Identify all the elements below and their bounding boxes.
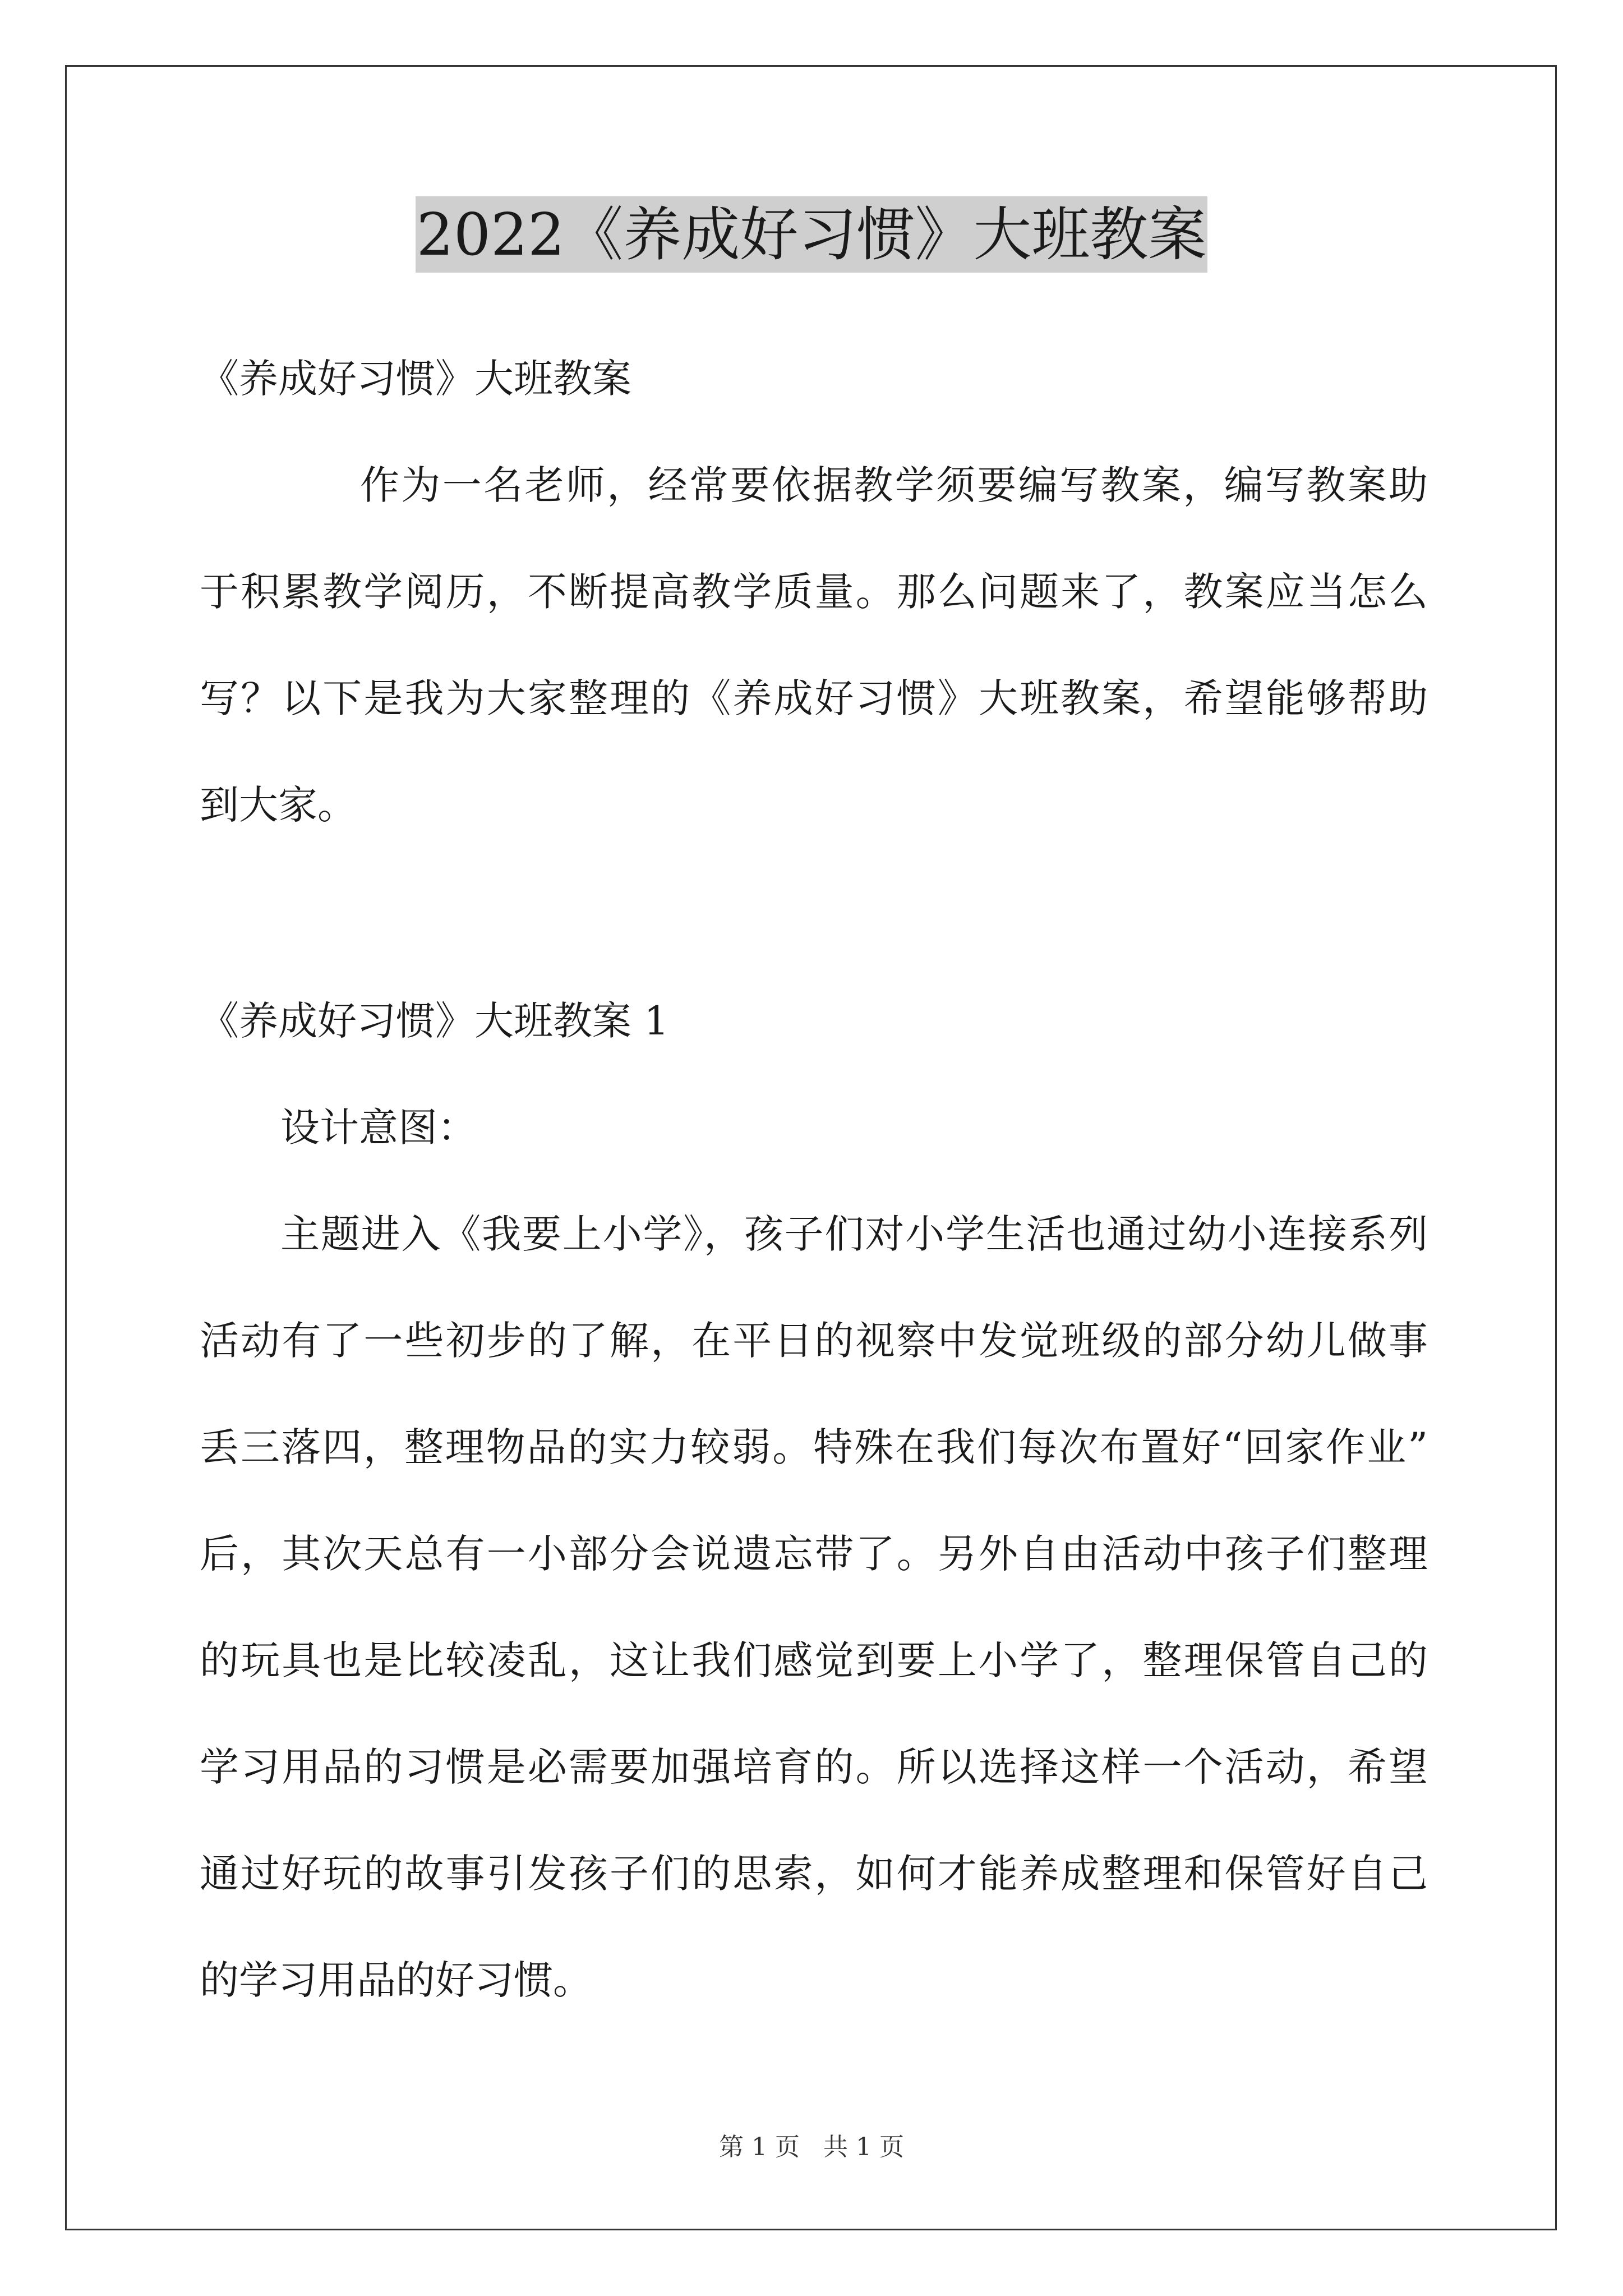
- intro-line: 写？以下是我为大家整理的《养成好习惯》大班教案，希望能够帮助: [200, 675, 1428, 721]
- page-footer: [0, 2132, 1623, 2163]
- document-title: 2022《养成好习惯》大班教案: [416, 196, 1208, 273]
- intro-line: 到大家。: [200, 782, 357, 828]
- body-line: 学习用品的习惯是必需要加强培育的。所以选择这样一个活动，希望: [200, 1744, 1428, 1790]
- body-line: 的玩具也是比较凌乱，这让我们感觉到要上小学了，整理保管自己的: [200, 1637, 1428, 1683]
- body-line: 丢三落四，整理物品的实力较弱。特殊在我们每次布置好“回家作业”: [200, 1424, 1428, 1470]
- body-line: 活动有了一些初步的了解，在平日的视察中发觉班级的部分幼儿做事: [200, 1318, 1428, 1364]
- page-number: 第 1 页: [719, 2133, 800, 2161]
- section-title: 《养成好习惯》大班教案 1: [200, 998, 669, 1044]
- body-line: 后，其次天总有一小部分会说遗忘带了。另外自由活动中孩子们整理: [200, 1531, 1428, 1577]
- total-pages: 共 1 页: [823, 2133, 904, 2161]
- body-line: 主题进入《我要上小学》，孩子们对小学生活也通过幼小连接系列: [280, 1211, 1428, 1257]
- title-container: [0, 196, 1623, 273]
- intro-line: 于积累教学阅历，不断提高教学质量。那么问题来了，教案应当怎么: [200, 569, 1428, 615]
- design-intent-label: 设计意图：: [280, 1105, 477, 1151]
- body-line: 的学习用品的好习惯。: [200, 1957, 592, 2003]
- body-line: 通过好玩的故事引发孩子们的思索，如何才能养成整理和保管好自己: [200, 1851, 1428, 1897]
- document-subtitle: 《养成好习惯》大班教案: [200, 356, 631, 402]
- intro-line: 作为一名老师，经常要依据教学须要编写教案，编写教案助: [360, 462, 1428, 508]
